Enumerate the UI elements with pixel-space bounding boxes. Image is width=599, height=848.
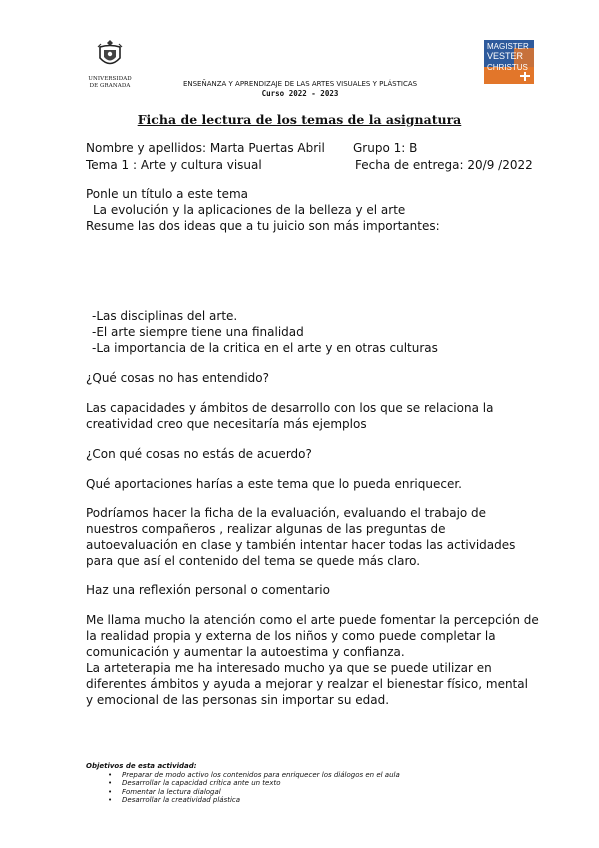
- university-logo: [82, 38, 138, 89]
- question-disagree: ¿Con qué cosas no estás de acuerdo?: [86, 447, 312, 461]
- university-name-line1: UNIVERSIDAD: [88, 76, 132, 82]
- student-group: Grupo 1: B: [353, 141, 418, 155]
- objectives-title: Objetivos de esta actividad:: [86, 762, 197, 770]
- answer-line: la realidad propia y externa de los niños y como puede completar la: [86, 629, 496, 643]
- question-title: Ponle un título a este tema: [86, 187, 248, 201]
- answer-line: creatividad creo que necesitaría más ejemplos: [86, 417, 367, 431]
- question-summary: Resume las dos ideas que a tu juicio son más importantes:: [86, 219, 440, 233]
- subject-header: ENSEÑANZA Y APRENDIZAJE DE LAS ARTES VISUALES Y PLÁSTICAS: [182, 80, 418, 88]
- answer-line: diferentes ámbitos y ayuda a mejorar y realzar el bienestar físico, mental: [86, 677, 528, 691]
- page-title: Ficha de lectura de los temas de la asignatura: [137, 112, 462, 127]
- university-name-line2: DE GRANADA: [89, 82, 131, 89]
- idea-item: -El arte siempre tiene una finalidad: [92, 325, 304, 339]
- objective-item: • Desarrollar la creatividad plástica: [108, 796, 536, 805]
- answer-line: Podríamos hacer la ficha de la evaluación, evaluando el trabajo de: [86, 506, 487, 520]
- answer-line: y emocional de las personas sin importar su edad.: [86, 693, 390, 707]
- magister-line3: CHRISTUS: [487, 63, 528, 72]
- question-not-understood: ¿Qué cosas no has entendido?: [86, 371, 269, 385]
- answer-line: Me llama mucho la atención como el arte puede fomentar la percepción de: [86, 613, 539, 627]
- objective-item: • Desarrollar la capacidad crítica ante un texto: [108, 779, 536, 788]
- answer-line: nuestros compañeros , realizar algunas de las preguntas de: [86, 522, 446, 536]
- delivery-date: Fecha de entrega: 20/9 /2022: [355, 158, 533, 172]
- answer-title: La evolución y la aplicaciones de la belleza y el arte: [93, 203, 406, 217]
- answer-line: La arteterapia me ha interesado mucho ya que se puede utilizar en: [86, 661, 492, 675]
- magister-line2: VESTER: [487, 51, 524, 61]
- idea-item: -Las disciplinas del arte.: [92, 309, 238, 323]
- topic: Tema 1 : Arte y cultura visual: [86, 158, 262, 172]
- objectives-section: [86, 762, 536, 805]
- course-header: Curso 2022 - 2023: [261, 89, 339, 98]
- answer-line: autoevaluación en clase y también intentar hacer todas las actividades: [86, 538, 516, 552]
- question-contributions: Qué aportaciones harías a este tema que lo pueda enriquecer.: [86, 477, 462, 491]
- magister-logo: [484, 40, 534, 84]
- objective-item: • Preparar de modo activo los contenidos para enriquecer los diálogos en el aula: [108, 771, 536, 780]
- university-crest-icon: [95, 38, 125, 70]
- answer-line: para que así el contenido del tema se quede más claro.: [86, 554, 421, 568]
- question-reflection: Haz una reflexión personal o comentario: [86, 583, 330, 597]
- idea-item: -La importancia de la critica en el arte y en otras culturas: [92, 341, 438, 355]
- magister-line1: MAGISTER: [487, 42, 529, 51]
- answer-line: Las capacidades y ámbitos de desarrollo con los que se relaciona la: [86, 401, 494, 415]
- student-name: Nombre y apellidos: Marta Puertas Abril: [86, 141, 325, 155]
- university-name: [82, 76, 138, 89]
- objective-item: • Fomentar la lectura dialogal: [108, 788, 536, 797]
- objectives-list: [86, 771, 536, 805]
- answer-line: comunicación y aumentar la autoestima y confianza.: [86, 645, 405, 659]
